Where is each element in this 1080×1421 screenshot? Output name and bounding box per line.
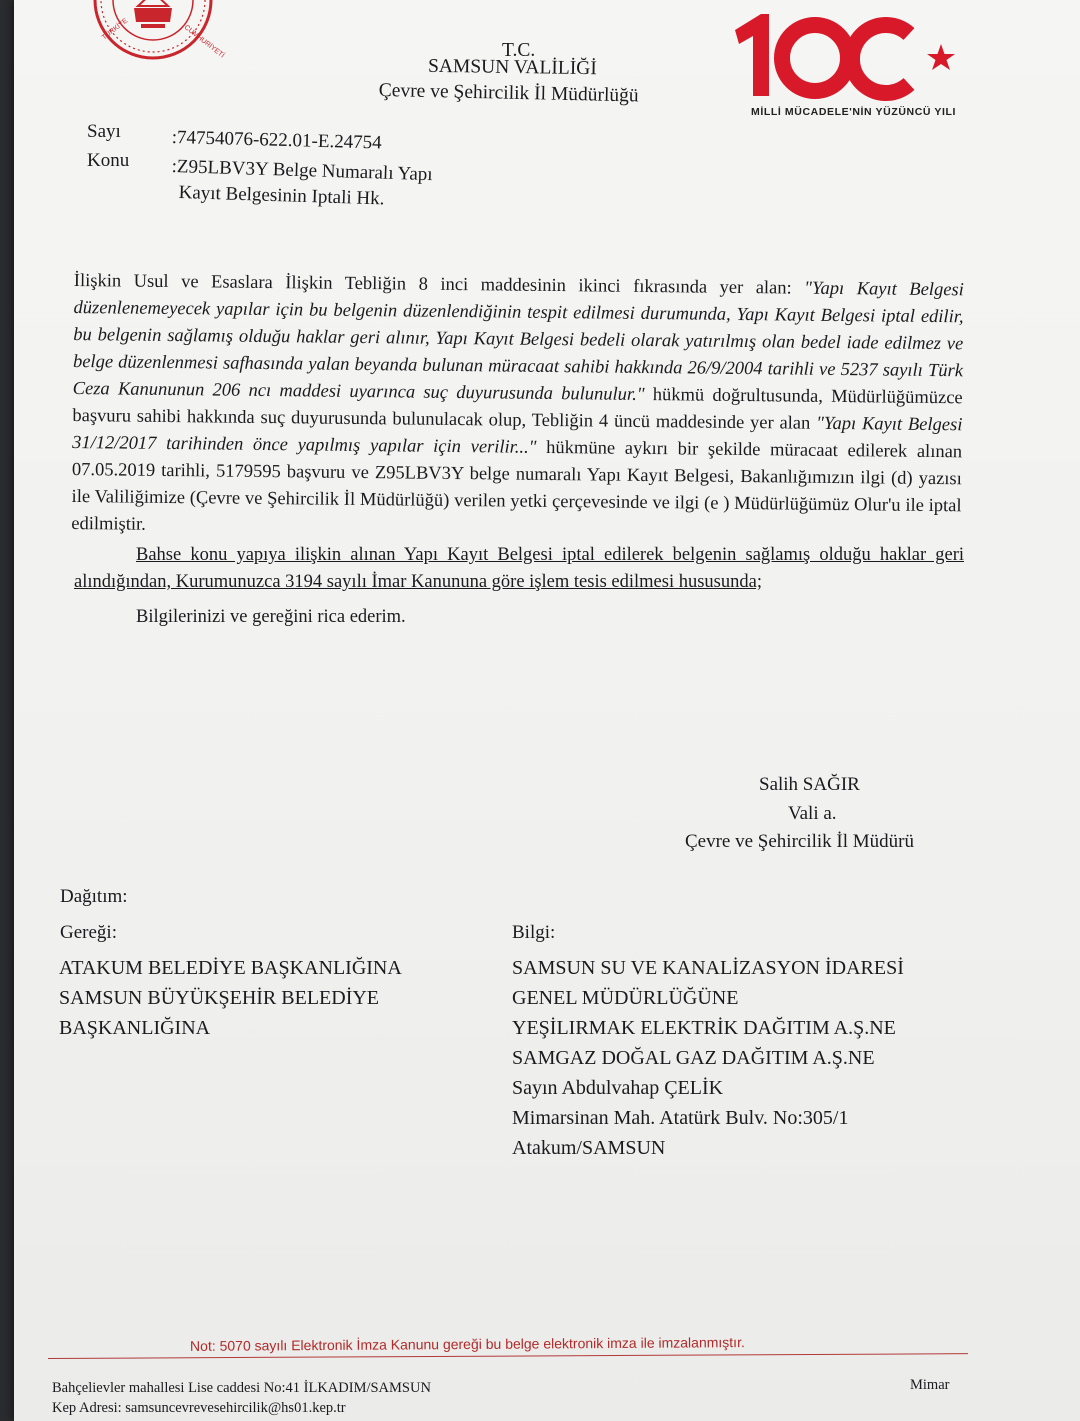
centennial-100-icon	[729, 8, 959, 98]
svg-text:TÜRKİYE: TÜRKİYE	[100, 17, 130, 42]
signatory-name: Salih SAĞIR	[759, 774, 860, 795]
konu-label: Konu	[87, 150, 130, 171]
geregi-label: Gereği:	[60, 922, 117, 943]
footer-address: Bahçelievler mahallesi Lise caddesi No:41 İLKADIM/SAMSUN	[52, 1380, 431, 1396]
seal-icon	[86, 0, 226, 74]
bilgi-label: Bilgi:	[512, 922, 556, 943]
geregi-item: ATAKUM BELEDİYE BAŞKANLIĞINA	[59, 957, 402, 979]
bilgi-item: YEŞİLIRMAK ELEKTRİK DAĞITIM A.Ş.NE	[512, 1017, 896, 1039]
bilgi-item: Atakum/SAMSUN	[512, 1137, 666, 1159]
bilgi-item: Sayın Abdulvahap ÇELİK	[512, 1077, 724, 1099]
centennial-logo	[729, 8, 959, 123]
header-directorate: Çevre ve Şehircilik İl Müdürlüğü	[378, 80, 639, 107]
p1-quote-article8: "Yapı Kayıt Belgesi düzenlenemeyecek yapılar için bu belgenin düzenlendiğinin tespit edilmesi durumunda, Yapı Kayıt Belgesi iptal edilir, bu belgenin sağlamış olduğu haklar geri alınır, Yapı Kayıt Belgesi bedeli olarak yatırılmış olan bedel iade edilmez ve belge düzenlenmesi safhasında yalan beyanda bulunan müracaat sahibi hakkında 26/9/2004 tarihli ve 5237 sayılı Türk Ceza Kanununun 206 ncı maddesi uyarınca suç duyurusunda bulunulur."	[72, 278, 964, 405]
body-paragraph-2: Bahse konu yapıya ilişkin alınan Yapı Kayıt Belgesi iptal edilerek belgenin sağlamış olduğu haklar geri alındığından, Kurumunuzca 3194 sayılı İmar Kanununa göre işlem tesis edilmesi hususunda;	[74, 545, 964, 592]
signatory-title: Çevre ve Şehircilik İl Müdürü	[685, 831, 915, 852]
body-paragraph-3: Bilgilerinizi ve gereğini rica ederim.	[136, 607, 406, 627]
geregi-list	[59, 953, 402, 1043]
konu-value-line2: Kayıt Belgesinin Iptali Hk.	[178, 182, 385, 210]
bilgi-item: GENEL MÜDÜRLÜĞÜNE	[512, 987, 739, 1009]
bilgi-item: Mimarsinan Mah. Atatürk Bulv. No:305/1	[512, 1107, 849, 1129]
konu-value-line1: :Z95LBV3Y Belge Numaralı Yapı	[171, 156, 433, 186]
header-governorship: SAMSUN VALİLİĞİ	[427, 55, 597, 80]
distribution-label: Dağıtım:	[60, 886, 128, 907]
bilgi-item: SAMSUN SU VE KANALİZASYON İDARESİ	[512, 957, 904, 979]
header-tc: T.C.	[502, 40, 536, 61]
svg-text:CUMHURİYETİ: CUMHURİYETİ	[182, 24, 226, 60]
p1-quote-article4: "Yapı Kayıt Belgesi 31/12/2017 tarihinden önce yapılmış yapılar için verilir..."	[72, 413, 963, 458]
footer-kep: Kep Adresi: samsuncevrevesehircilik@hs01.kep.tr	[52, 1400, 346, 1416]
document-page	[14, 0, 1080, 1421]
p1-intro: İlişkin Usul ve Esaslara İlişkin Tebliğin 8 inci maddesinin ikinci fıkrasında yer alan:	[73, 270, 805, 299]
signatory-role: Vali a.	[788, 803, 837, 824]
bilgi-list	[512, 953, 904, 1163]
geregi-item: SAMSUN BÜYÜKŞEHİR BELEDİYE	[59, 987, 380, 1009]
ministry-seal	[86, 0, 226, 74]
e-signature-note: Not: 5070 sayılı Elektronik İmza Kanunu gereği bu belge elektronik imza ile imzalanmıştır.	[189, 1334, 745, 1354]
footer-right: Mimar	[910, 1377, 950, 1393]
centennial-caption: MİLLİ MÜCADELE'NİN YÜZÜNCÜ YILI	[751, 106, 957, 118]
bilgi-item: SAMGAZ DOĞAL GAZ DAĞITIM A.Ş.NE	[512, 1047, 875, 1069]
p1-conclusion: hükmüne aykırı bir şekilde müracaat edilerek alınan 07.05.2019 tarihli, 5179595 başvuru ve Z95LBV3Y belge numaralı Yapı Kayıt Belgesi, Bakanlığımızın ilgi (d) yazısı ile Valiliğimize (Çevre ve Şehircilik İl Müdürlüğü) verilen yetki çerçevesinde ve ilgi (e ) Müdürlüğümüz Olur'u ile iptal edilmiştir.	[71, 437, 963, 535]
p1-middle: hükmü doğrultusunda, Müdürlüğümüzce başvuru sahibi hakkında suç duyurusunda bulunulacak olup, Tebliğin 4 üncü maddesinde yer alan	[72, 384, 963, 434]
sayi-label: Sayı	[87, 121, 121, 142]
geregi-item: BAŞKANLIĞINA	[59, 1017, 211, 1039]
footer-divider	[48, 1353, 968, 1359]
letter-body	[71, 268, 964, 631]
body-paragraph-1	[71, 268, 964, 547]
sayi-value: :74754076-622.01-E.24754	[171, 127, 382, 154]
